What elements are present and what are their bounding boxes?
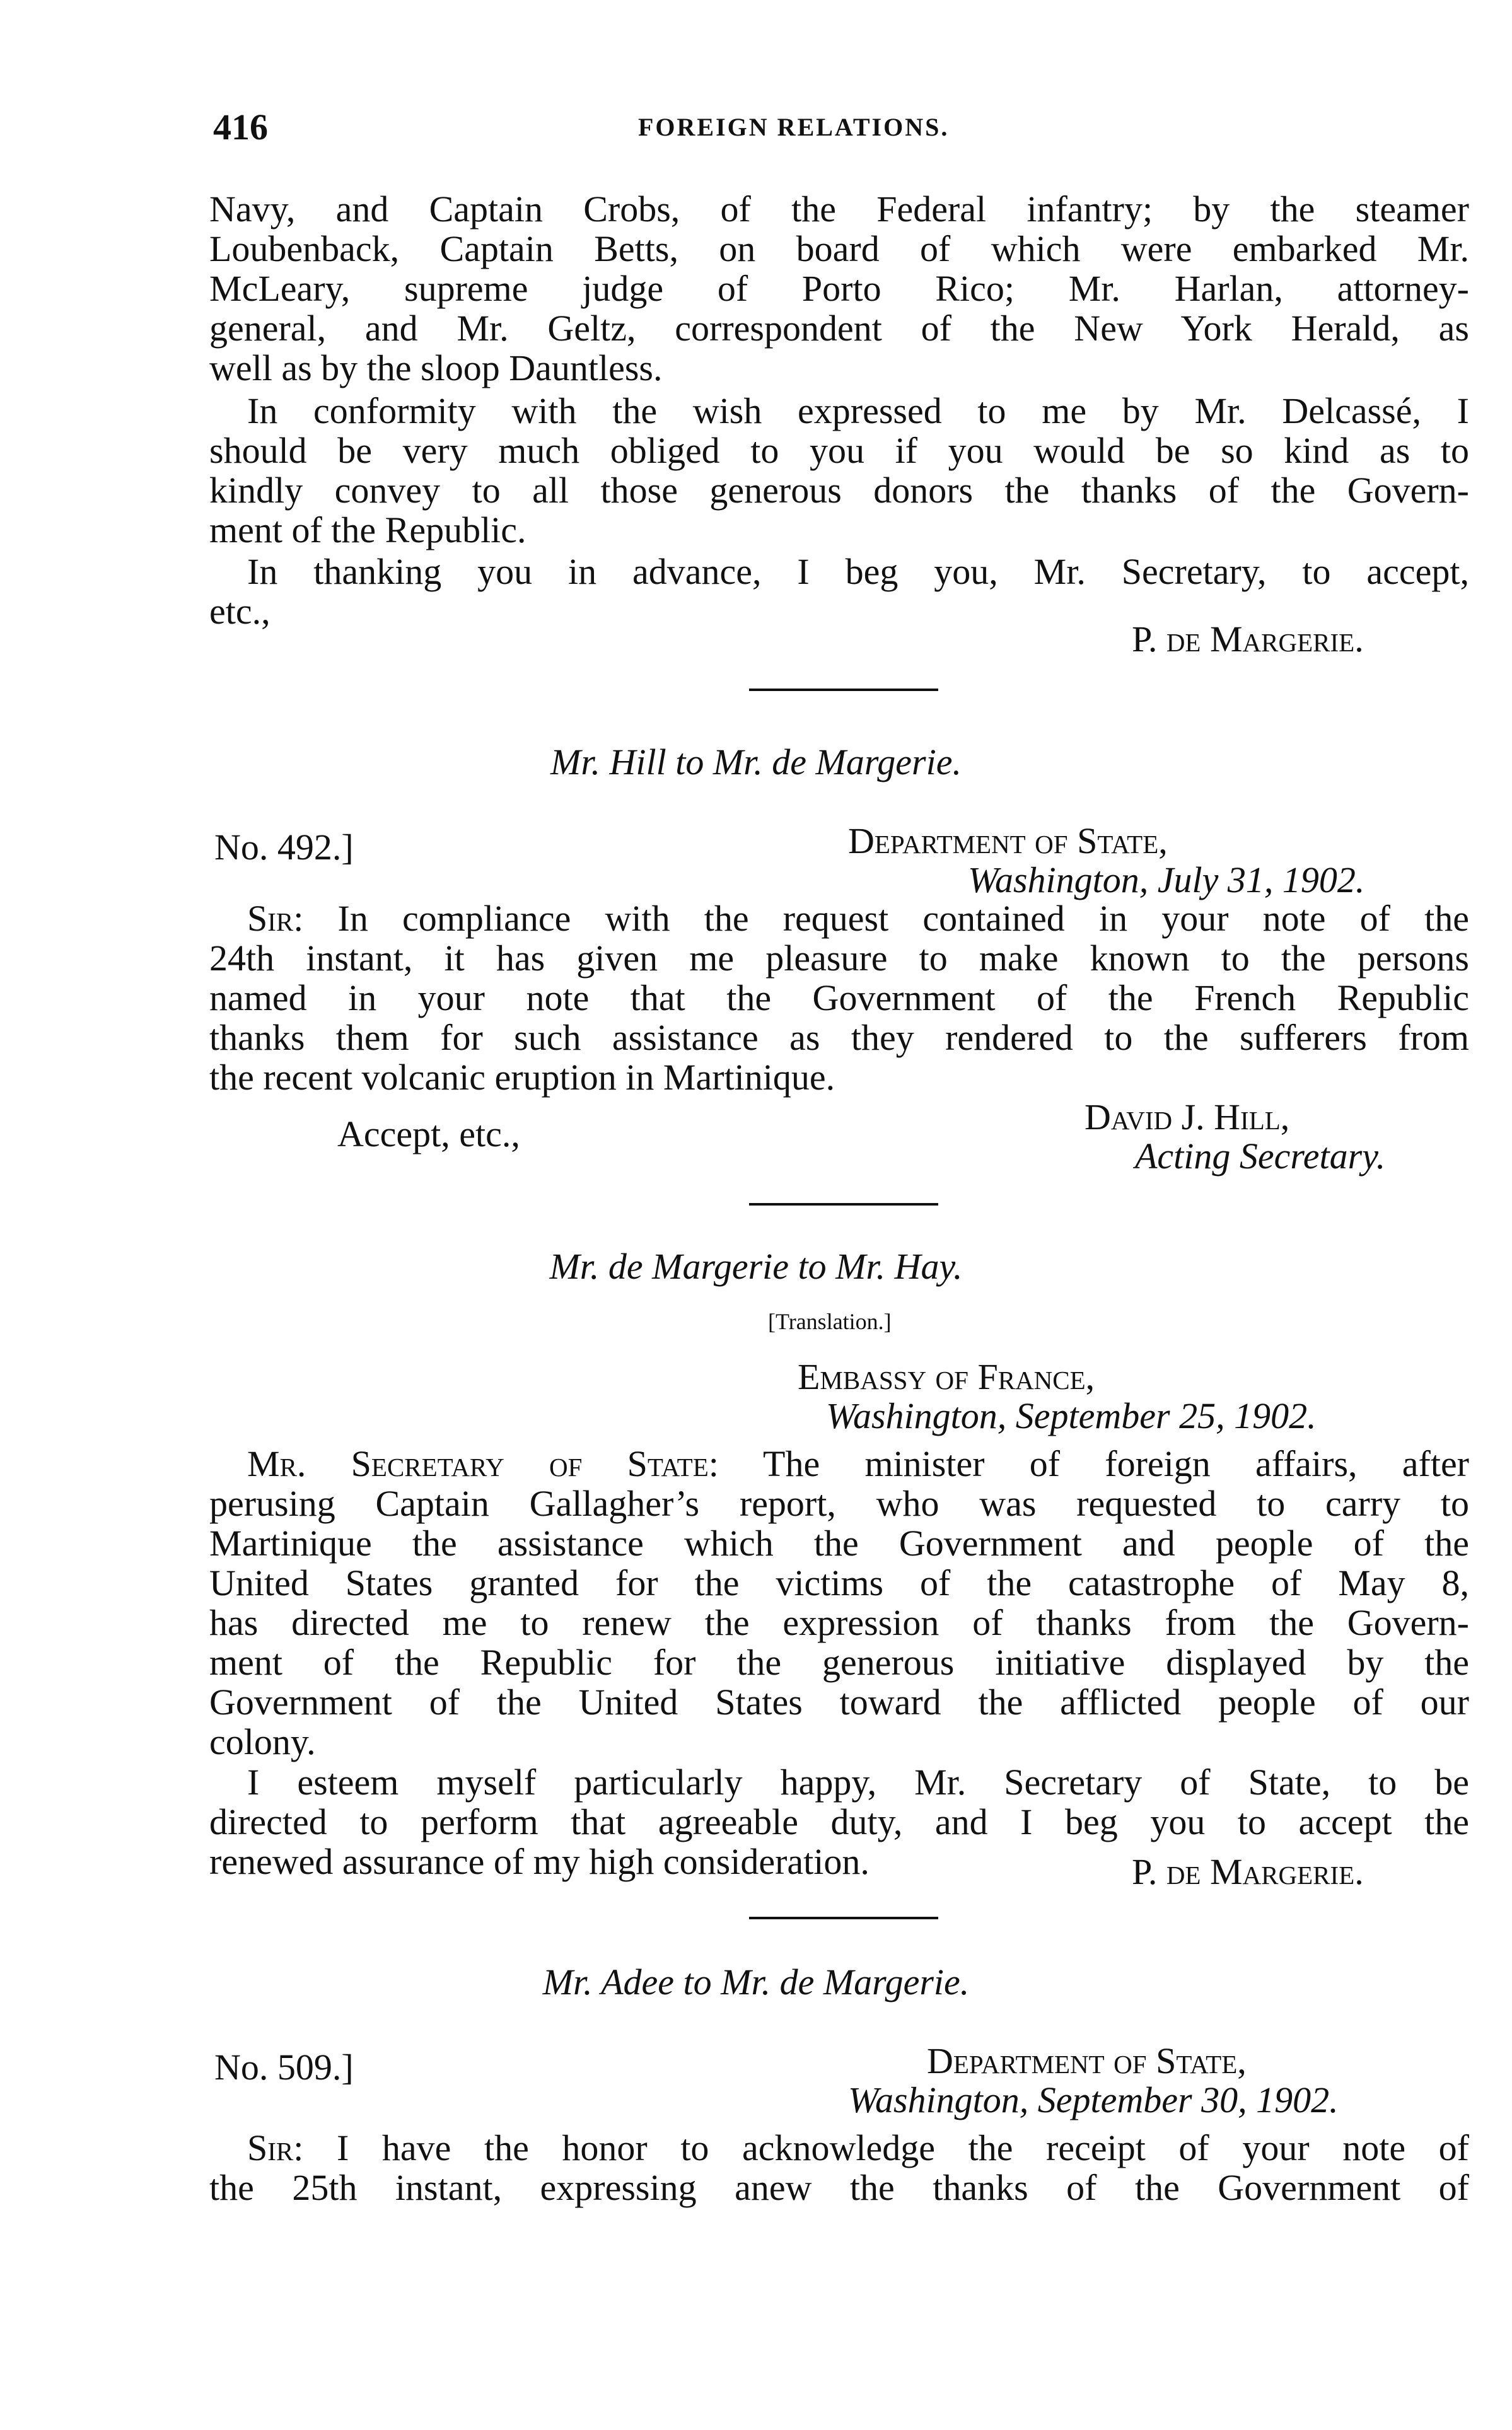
closing: Accept, etc., bbox=[337, 1113, 520, 1154]
text-line: kindly convey to all those generous donors the thanks of the Govern- bbox=[209, 470, 1469, 511]
text-line: ment of the Republic for the generous initiative displayed by the bbox=[209, 1642, 1469, 1683]
text-line: 24th instant, it has given me pleasure to make known to the persons bbox=[209, 938, 1469, 979]
continuation-paragraph bbox=[209, 189, 1469, 388]
translation-note: [Translation.] bbox=[768, 1309, 892, 1334]
text-line: directed to perform that agreeable duty, and I beg you to accept the bbox=[209, 1801, 1469, 1842]
text-line: Sir: In compliance with the request contained in your note of the bbox=[247, 898, 1469, 939]
salutation: Sir: bbox=[247, 2127, 304, 2168]
letter-body bbox=[209, 898, 1469, 1097]
text-line: well as by the sloop Dauntless. bbox=[209, 347, 663, 388]
text-line: Government of the United States toward the afflicted people of our bbox=[209, 1682, 1469, 1723]
section-divider bbox=[749, 689, 938, 691]
text-line: the 25th instant, expressing anew the thanks of the Government of bbox=[209, 2167, 1469, 2208]
sender-office: Department of State, bbox=[927, 2040, 1247, 2081]
text-line: Mr. Secretary of State: The minister of foreign affairs, after bbox=[247, 1443, 1469, 1484]
letter-body bbox=[209, 2128, 1469, 2207]
text-line: has directed me to renew the expression of thanks from the Govern- bbox=[209, 1602, 1469, 1643]
letter-number: No. 509.] bbox=[214, 2047, 354, 2088]
text-line: In thanking you in advance, I beg you, Mr. Secretary, to accept, bbox=[247, 551, 1469, 592]
text-line: Martinique the assistance which the Government and people of the bbox=[209, 1523, 1469, 1564]
section-divider bbox=[749, 1203, 938, 1206]
letter-heading: Mr. Hill to Mr. de Margerie. bbox=[550, 741, 962, 782]
salutation: Mr. Secretary of State: bbox=[247, 1443, 719, 1484]
text-line: perusing Captain Gallagher’s report, who was requested to carry to bbox=[209, 1483, 1469, 1524]
text-line: Loubenback, Captain Betts, on board of which were embarked Mr. bbox=[209, 228, 1469, 269]
letter-heading: Mr. Adee to Mr. de Margerie. bbox=[542, 1962, 970, 2003]
text-line: thanks them for such assistance as they rendered to the sufferers from bbox=[209, 1017, 1469, 1058]
text-line: ment of the Republic. bbox=[209, 509, 526, 550]
salutation: Sir: bbox=[247, 898, 304, 939]
section-divider bbox=[749, 1917, 938, 1919]
text-line: should be very much obliged to you if you would be so kind as to bbox=[209, 430, 1469, 471]
text-line: Sir: I have the honor to acknowledge the receipt of your note of bbox=[247, 2127, 1469, 2168]
signature: P. de Margerie. bbox=[1132, 1851, 1364, 1892]
text-line: I esteem myself particularly happy, Mr. Secretary of State, to be bbox=[247, 1762, 1469, 1803]
signature: David J. Hill, bbox=[1085, 1096, 1290, 1137]
letter-body bbox=[209, 1444, 1469, 1762]
letter-number: No. 492.] bbox=[214, 827, 354, 868]
sender-office: Embassy of France, bbox=[798, 1356, 1095, 1397]
text-line: renewed assurance of my high consideration. bbox=[209, 1841, 869, 1882]
text-line: named in your note that the Government of the French Republic bbox=[209, 977, 1469, 1018]
paragraph-delcasse bbox=[209, 391, 1469, 550]
running-header: FOREIGN RELATIONS. bbox=[638, 113, 950, 141]
text-line: McLeary, supreme judge of Porto Rico; Mr. Harlan, attorney- bbox=[209, 268, 1469, 309]
sender-office: Department of State, bbox=[848, 820, 1168, 861]
place-date: Washington, July 31, 1902. bbox=[968, 859, 1365, 900]
signature-title: Acting Secretary. bbox=[1135, 1136, 1386, 1177]
text-line: etc., bbox=[209, 591, 270, 632]
text-line: Navy, and Captain Crobs, of the Federal infantry; by the steamer bbox=[209, 189, 1469, 230]
signature: P. de Margerie. bbox=[1132, 619, 1364, 660]
place-date: Washington, September 30, 1902. bbox=[848, 2079, 1339, 2120]
text-line: general, and Mr. Geltz, correspondent of the New York Herald, as bbox=[209, 308, 1469, 349]
text-line: In conformity with the wish expressed to me by Mr. Delcassé, I bbox=[247, 390, 1469, 431]
letter-heading: Mr. de Margerie to Mr. Hay. bbox=[549, 1246, 963, 1287]
text-line: colony. bbox=[209, 1721, 316, 1762]
text-line: United States granted for the victims of the catastrophe of May 8, bbox=[209, 1562, 1469, 1603]
place-date: Washington, September 25, 1902. bbox=[826, 1395, 1317, 1436]
page-number: 416 bbox=[213, 107, 268, 148]
text-line: the recent volcanic eruption in Martinique. bbox=[209, 1057, 835, 1098]
